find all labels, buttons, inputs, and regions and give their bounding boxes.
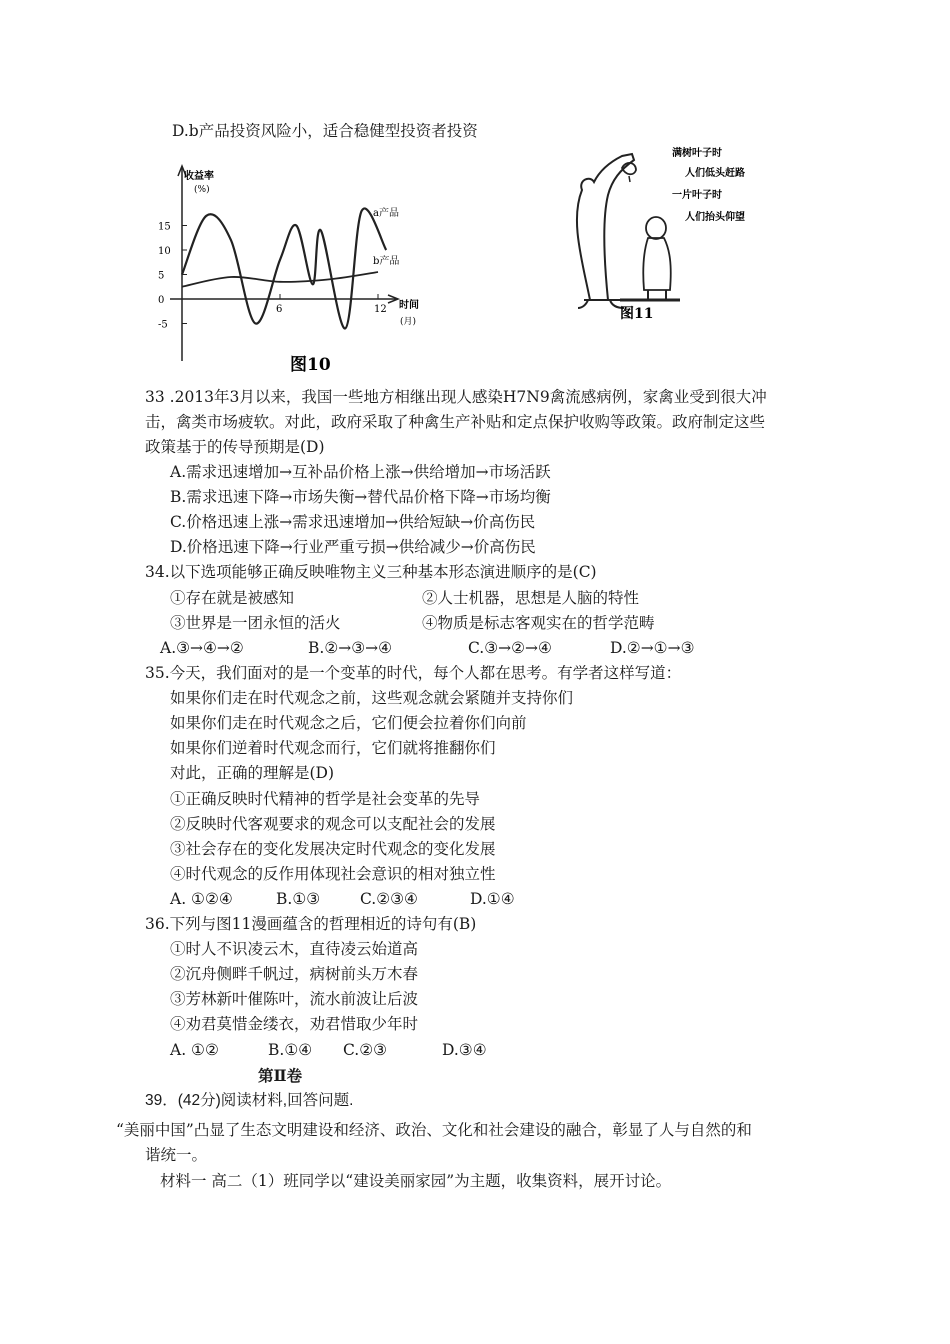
q35-stem: 35.今天，我们面对的是一个变革的时代，每个人都在思考。有学者这样写道： <box>145 664 682 682</box>
q39-stem: 39．(42分)阅读材料,回答问题. <box>145 1092 354 1109</box>
q34-item-3: ③世界是一团永恒的活火 <box>170 614 341 632</box>
q35-quote-2: 如果你们走在时代观念之后，它们便会拉着你们向前 <box>170 714 527 732</box>
q39-material-1: 材料一 高二（1）班同学以“建设美丽家园”为主题，收集资料，展开讨论。 <box>160 1172 672 1190</box>
x-axis-label: 时间 <box>399 300 419 311</box>
figure-11-cartoon <box>560 140 780 330</box>
q34-option-c: C.③→②→④ <box>468 639 552 657</box>
y-tick-label: -5 <box>158 319 168 331</box>
prev-option-d: D.b产品投资风险小，适合稳健型投资者投资 <box>172 122 478 140</box>
x-axis-unit: (月) <box>400 317 417 327</box>
q36-item-3: ③芳林新叶催陈叶，流水前波让后波 <box>170 990 419 1008</box>
q33-stem-line2: 击，禽类市场疲软。对此，政府采取了种禽生产补贴和定点保护收购等政策。政府制定这些 <box>145 413 766 431</box>
series-b-label: b产品 <box>373 256 400 267</box>
figure-10-title: 图10 <box>290 355 331 375</box>
q36-item-2: ②沉舟侧畔千帆过，病树前头万木春 <box>170 965 419 983</box>
cartoon-line-1: 满树叶子时 <box>672 148 722 159</box>
cartoon-line-2: 人们低头赶路 <box>685 168 745 179</box>
q33-option-c: C.价格迅速上涨→需求迅速增加→供给短缺→价高伤民 <box>170 513 536 531</box>
x-tick-label: 12 <box>374 304 387 315</box>
q34-option-d: D.②→①→③ <box>610 639 695 657</box>
q36-stem: 36.下列与图11漫画蕴含的哲理相近的诗句有(B) <box>145 915 477 933</box>
q33-stem-line1: 33 .2013年3月以来，我国一些地方相继出现人感染H7N9禽流感病例，家禽业受到很大冲 <box>145 388 767 406</box>
y-axis-unit: (%) <box>194 185 210 195</box>
q34-stem: 34.以下选项能够正确反映唯物主义三种基本形态演进顺序的是(C) <box>145 563 597 581</box>
q36-item-4: ④劝君莫惜金缕衣，劝君惜取少年时 <box>170 1015 419 1033</box>
q33-stem-line3: 政策基于的传导预期是(D) <box>145 438 325 456</box>
q33-option-d: D.价格迅速下降→行业严重亏损→供给减少→价高伤民 <box>170 538 536 556</box>
q35-option-c: C.②③④ <box>360 890 418 908</box>
chart-marks <box>182 208 386 328</box>
person-head <box>646 217 666 239</box>
series-a-label: a产品 <box>373 208 399 219</box>
person-body <box>643 238 671 290</box>
y-tick-label: 5 <box>158 270 165 282</box>
q36-option-c: C.②③ <box>343 1041 388 1059</box>
q33-option-a: A.需求迅速增加→互补品价格上涨→供给增加→市场活跃 <box>170 463 551 481</box>
q34-option-a: A.③→④→② <box>160 639 244 657</box>
cartoon-line-4: 人们抬头仰望 <box>685 212 745 223</box>
q35-item-2: ②反映时代客观要求的观念可以支配社会的发展 <box>170 815 496 833</box>
q39-paragraph-1b: 谐统一。 <box>145 1146 208 1164</box>
y-tick-label: 10 <box>158 246 171 257</box>
q36-option-a: A. ①② <box>170 1041 219 1059</box>
series-a-line <box>182 208 386 328</box>
q34-item-4: ④物质是标志客观实在的哲学范畴 <box>422 614 655 632</box>
q35-item-4: ④时代观念的反作用体现社会意识的相对独立性 <box>170 865 496 883</box>
q39-paragraph-1a: “美丽中国”凸显了生态文明建设和经济、政治、文化和社会建设的融合，彰显了人与自然的和 <box>116 1121 752 1139</box>
cartoon-line-3: 一片叶子时 <box>672 190 722 201</box>
y-tick-label: 0 <box>158 295 165 306</box>
q33-option-b: B.需求迅速下降→市场失衡→替代品价格下降→市场均衡 <box>170 488 551 506</box>
q35-option-d: D.①④ <box>470 890 515 908</box>
x-tick-label: 6 <box>276 304 283 315</box>
q35-item-3: ③社会存在的变化发展决定时代观念的变化发展 <box>170 840 496 858</box>
q35-option-a: A. ①②④ <box>170 890 233 908</box>
q36-item-1: ①时人不识凌云木，直待凌云始道高 <box>170 940 419 958</box>
q35-item-1: ①正确反映时代精神的哲学是社会变革的先导 <box>170 790 481 808</box>
q35-option-b: B.①③ <box>276 890 321 908</box>
q35-quote-1: 如果你们走在时代观念之前，这些观念就会紧随并支持你们 <box>170 689 574 707</box>
tree-trunk <box>577 154 634 300</box>
section-2-heading: 第Ⅱ卷 <box>258 1066 303 1085</box>
series-b-line <box>182 272 378 287</box>
q34-option-b: B.②→③→④ <box>308 639 392 657</box>
q35-prompt: 对此，正确的理解是(D) <box>170 764 335 782</box>
q36-option-b: B.①④ <box>268 1041 313 1059</box>
q34-item-2: ②人士机器，思想是人脑的特性 <box>422 589 640 607</box>
q35-quote-3: 如果你们逆着时代观念而行，它们就将推翻你们 <box>170 739 496 757</box>
figure-10-chart <box>140 156 420 378</box>
y-axis-label: 收益率 <box>184 171 214 182</box>
q36-option-d: D.③④ <box>442 1041 487 1059</box>
q34-item-1: ①存在就是被感知 <box>170 589 295 607</box>
figure-11-title: 图11 <box>620 306 654 322</box>
y-tick-label: 15 <box>158 221 171 233</box>
tree-roots <box>578 300 624 308</box>
